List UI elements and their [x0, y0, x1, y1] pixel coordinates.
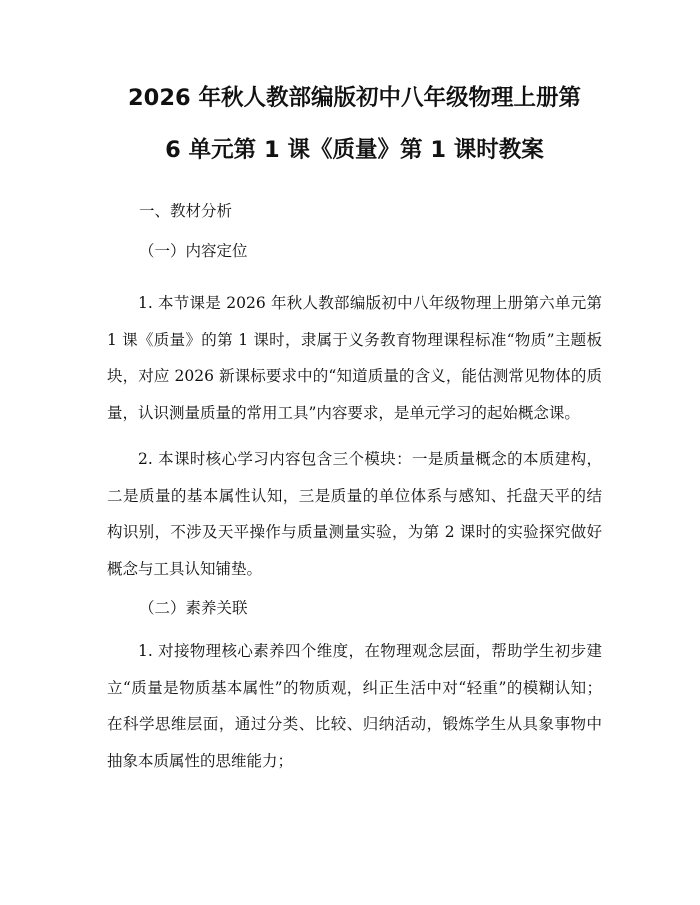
document-title — [107, 72, 602, 176]
section-heading-textbook-analysis: 一、教材分析 — [139, 202, 233, 220]
title-line-2: 6 单元第 1 课《质量》第 1 课时教案 — [165, 137, 544, 163]
paragraph-1: 1. 本节课是 2026 年秋人教部编版初中八年级物理上册第六单元第 1 课《质量》的第 1 课时，隶属于义务教育物理课程标准“物质”主题板块，对应 2026 新课标要求中的“知道质量的含义，能估测常见物体的质量，认识测量质量的常用工具”内容要求，是单元学习的起始概念课。 — [107, 294, 602, 422]
paragraph-2: 2. 本课时核心学习内容包含三个模块：一是质量概念的本质建构，二是质量的基本属性认知，三是质量的单位体系与感知、托盘天平的结构识别，不涉及天平操作与质量测量实验，为第 2 课时的实验探究做好概念与工具认知铺垫。 — [107, 450, 602, 578]
title-line-1: 2026 年秋人教部编版初中八年级物理上册第 — [128, 85, 581, 111]
subsection-heading-literacy-link: （二）素养关联 — [139, 599, 248, 617]
subsection-heading-content-positioning: （一）内容定位 — [139, 242, 248, 260]
paragraph-3: 1. 对接物理核心素养四个维度，在物理观念层面，帮助学生初步建立“质量是物质基本属性”的物质观，纠正生活中对“轻重”的模糊认知；在科学思维层面，通过分类、比较、归纳活动，锻炼学生从具象事物中抽象本质属性的思维能力； — [107, 642, 602, 770]
